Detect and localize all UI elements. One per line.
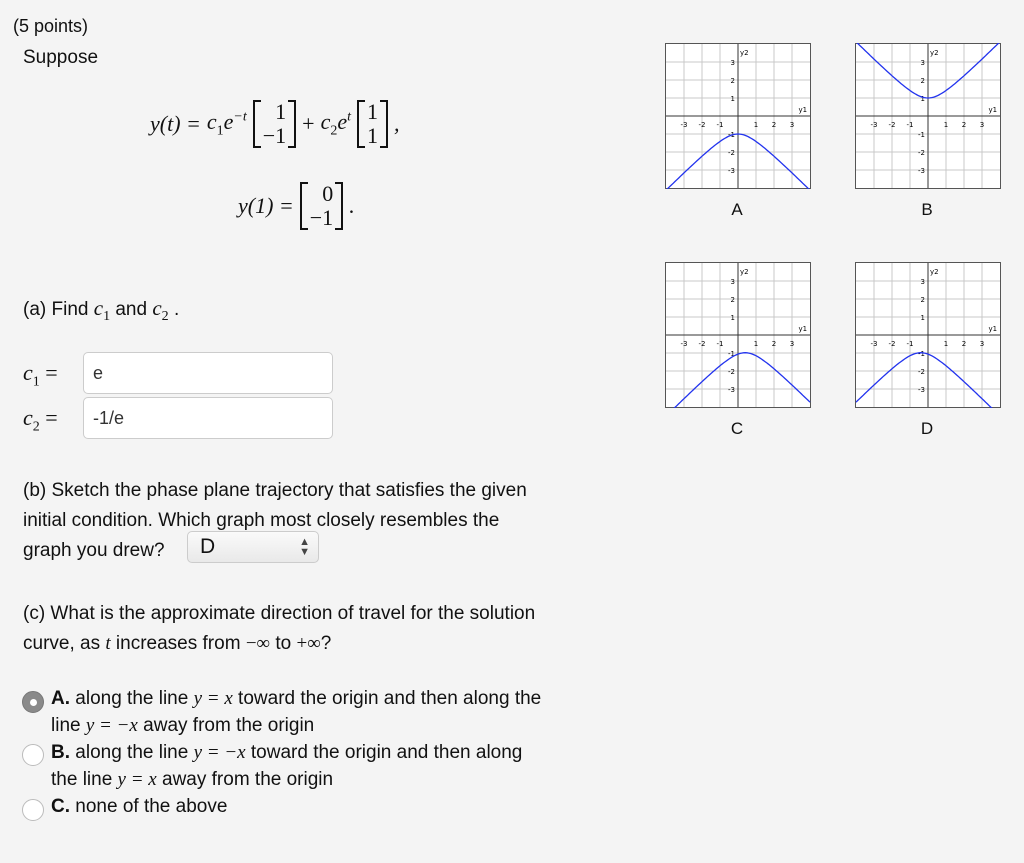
y-tick-label: 3 xyxy=(920,278,925,286)
points-label: (5 points) xyxy=(13,16,89,36)
graph-select[interactable] xyxy=(187,531,319,563)
t: ? xyxy=(320,633,332,654)
x-axis-name: y1 xyxy=(988,325,998,333)
exp1: −t xyxy=(233,109,247,125)
x-tick-label: 3 xyxy=(979,121,985,129)
option-c-text xyxy=(51,793,227,820)
option-a-text xyxy=(51,685,541,739)
x-tick-label: -2 xyxy=(698,340,706,348)
line: (c) What is the approximate direction of travel for the solution xyxy=(23,603,536,624)
y-tick-label: -1 xyxy=(918,350,925,358)
c1-sub: 1 xyxy=(103,308,111,324)
t: none of the above xyxy=(70,796,228,817)
graph-label: B xyxy=(921,200,933,219)
l: c xyxy=(23,405,33,430)
c1-sub: 1 xyxy=(216,123,224,139)
y-tick-label: -3 xyxy=(728,386,735,394)
vector-2 xyxy=(357,100,388,148)
t: along the line xyxy=(70,688,194,709)
v1-1: −1 xyxy=(262,123,287,148)
x-axis-name: y1 xyxy=(988,106,998,114)
y-tick-label: -3 xyxy=(918,386,925,394)
c2: c xyxy=(320,108,331,134)
x-tick-label: 2 xyxy=(771,121,777,129)
x-tick-label: 1 xyxy=(753,340,759,348)
y-tick-label: -1 xyxy=(918,131,925,139)
t: increases from xyxy=(110,633,246,654)
x-tick-label: 3 xyxy=(789,121,795,129)
part-a-prompt xyxy=(23,296,179,325)
t: line xyxy=(51,715,86,736)
from: −∞ xyxy=(245,633,271,654)
y-tick-label: 3 xyxy=(920,59,925,67)
y-tick-label: 2 xyxy=(730,296,735,304)
vector-1 xyxy=(253,100,296,148)
part-c-prompt xyxy=(23,599,535,659)
text: and xyxy=(110,299,153,320)
lhs: y(t) = xyxy=(150,111,201,136)
graph-d xyxy=(855,262,1001,408)
graph-label: A xyxy=(731,200,743,219)
graph-a xyxy=(665,43,811,189)
m: y = −x xyxy=(85,715,138,736)
intro-text: Suppose xyxy=(23,47,99,68)
t: to xyxy=(270,633,297,654)
y-tick-label: 1 xyxy=(730,314,735,322)
letter: B. xyxy=(51,742,70,763)
l: c xyxy=(23,360,33,385)
c2-input[interactable]: -1/e xyxy=(83,397,333,439)
e1: e xyxy=(223,108,234,134)
t: away from the origin xyxy=(156,769,334,790)
ic-0: 0 xyxy=(322,181,334,206)
x-tick-label: -3 xyxy=(870,340,878,348)
y-tick-label: -2 xyxy=(728,368,735,376)
c1: c xyxy=(206,108,217,134)
m: y = −x xyxy=(193,742,246,763)
eq: = xyxy=(39,405,58,430)
exp2: t xyxy=(347,109,352,125)
x-tick-label: -1 xyxy=(906,121,914,129)
graph-c xyxy=(665,262,811,408)
y-tick-label: -1 xyxy=(728,131,735,139)
y-tick-label: -3 xyxy=(728,167,735,175)
y-tick-label: -2 xyxy=(918,149,925,157)
y-tick-label: 2 xyxy=(920,296,925,304)
y-tick-label: 3 xyxy=(730,59,735,67)
e2: e xyxy=(337,108,348,134)
plus: + xyxy=(302,111,315,136)
c1: c xyxy=(93,296,104,320)
line: graph you drew? xyxy=(23,540,165,561)
text: . xyxy=(168,299,180,320)
s: 1 xyxy=(32,374,40,390)
c2-sub: 2 xyxy=(161,308,169,324)
ic-vector xyxy=(300,182,343,230)
x-tick-label: -2 xyxy=(888,121,896,129)
ic-1: −1 xyxy=(309,205,334,230)
x-tick-label: -3 xyxy=(870,121,878,129)
t: toward the origin and then along the xyxy=(232,688,542,709)
y-axis-name: y2 xyxy=(740,48,749,57)
y-tick-label: -3 xyxy=(918,167,925,175)
y-tick-label: 2 xyxy=(920,77,925,85)
c2-label xyxy=(23,405,58,435)
x-tick-label: 1 xyxy=(753,121,759,129)
t: toward the origin and then along xyxy=(245,742,523,763)
radio-option-c[interactable] xyxy=(22,799,44,821)
c2-sub: 2 xyxy=(330,123,338,139)
x-tick-label: -1 xyxy=(716,340,724,348)
y-tick-label: 3 xyxy=(730,278,735,286)
x-tick-label: -1 xyxy=(906,340,914,348)
period: . xyxy=(349,193,355,218)
x-tick-label: 3 xyxy=(979,340,985,348)
graph-b xyxy=(855,43,1001,189)
ic-lhs: y(1) = xyxy=(238,193,294,218)
y-tick-label: -1 xyxy=(728,350,735,358)
x-tick-label: 1 xyxy=(943,121,949,129)
comma: , xyxy=(394,111,400,136)
y-axis-name: y2 xyxy=(930,48,939,57)
y-tick-label: 1 xyxy=(920,314,925,322)
y-tick-label: 1 xyxy=(920,95,925,103)
initial-condition xyxy=(238,182,355,230)
radio-option-a[interactable] xyxy=(22,691,44,713)
x-axis-name: y1 xyxy=(798,325,808,333)
x-tick-label: -1 xyxy=(716,121,724,129)
x-tick-label: 1 xyxy=(943,340,949,348)
v1-0: 1 xyxy=(275,99,287,124)
letter: C. xyxy=(51,796,70,817)
eq: = xyxy=(39,360,58,385)
x-tick-label: 2 xyxy=(961,340,967,348)
line: initial condition. Which graph most closely resembles the xyxy=(23,510,500,531)
y-tick-label: -2 xyxy=(728,149,735,157)
y-tick-label: -2 xyxy=(918,368,925,376)
letter: A. xyxy=(51,688,70,709)
text: (a) Find xyxy=(23,299,94,320)
x-tick-label: -3 xyxy=(680,340,688,348)
c1-input[interactable]: e xyxy=(83,352,333,394)
y-axis-name: y2 xyxy=(930,267,939,276)
c2: c xyxy=(152,296,162,320)
line: (b) Sketch the phase plane trajectory that satisfies the given xyxy=(23,480,527,501)
m: y = x xyxy=(193,688,233,709)
v2-0: 1 xyxy=(367,99,379,124)
x-tick-label: 2 xyxy=(771,340,777,348)
t: away from the origin xyxy=(137,715,315,736)
graph-label: C xyxy=(730,419,744,438)
t-var: t xyxy=(105,633,111,654)
v2-1: 1 xyxy=(367,123,379,148)
option-b-text xyxy=(51,739,522,793)
y-tick-label: 2 xyxy=(730,77,735,85)
t: along the line xyxy=(70,742,194,763)
selected-value: D xyxy=(200,535,216,558)
s: 2 xyxy=(32,419,40,435)
t: curve, as xyxy=(23,633,106,654)
x-tick-label: -2 xyxy=(698,121,706,129)
x-axis-name: y1 xyxy=(798,106,808,114)
radio-option-b[interactable] xyxy=(22,744,44,766)
x-tick-label: -2 xyxy=(888,340,896,348)
y-tick-label: 1 xyxy=(730,95,735,103)
c1-label xyxy=(23,360,58,390)
updown-arrows-icon: ▲ ▼ xyxy=(299,536,310,558)
t: the line xyxy=(51,769,118,790)
solution-equation xyxy=(150,100,400,148)
graph-label: D xyxy=(920,419,934,438)
to: +∞ xyxy=(296,633,321,654)
x-tick-label: 3 xyxy=(789,340,795,348)
x-tick-label: -3 xyxy=(680,121,688,129)
x-tick-label: 2 xyxy=(961,121,967,129)
y-axis-name: y2 xyxy=(740,267,749,276)
m: y = x xyxy=(117,769,157,790)
